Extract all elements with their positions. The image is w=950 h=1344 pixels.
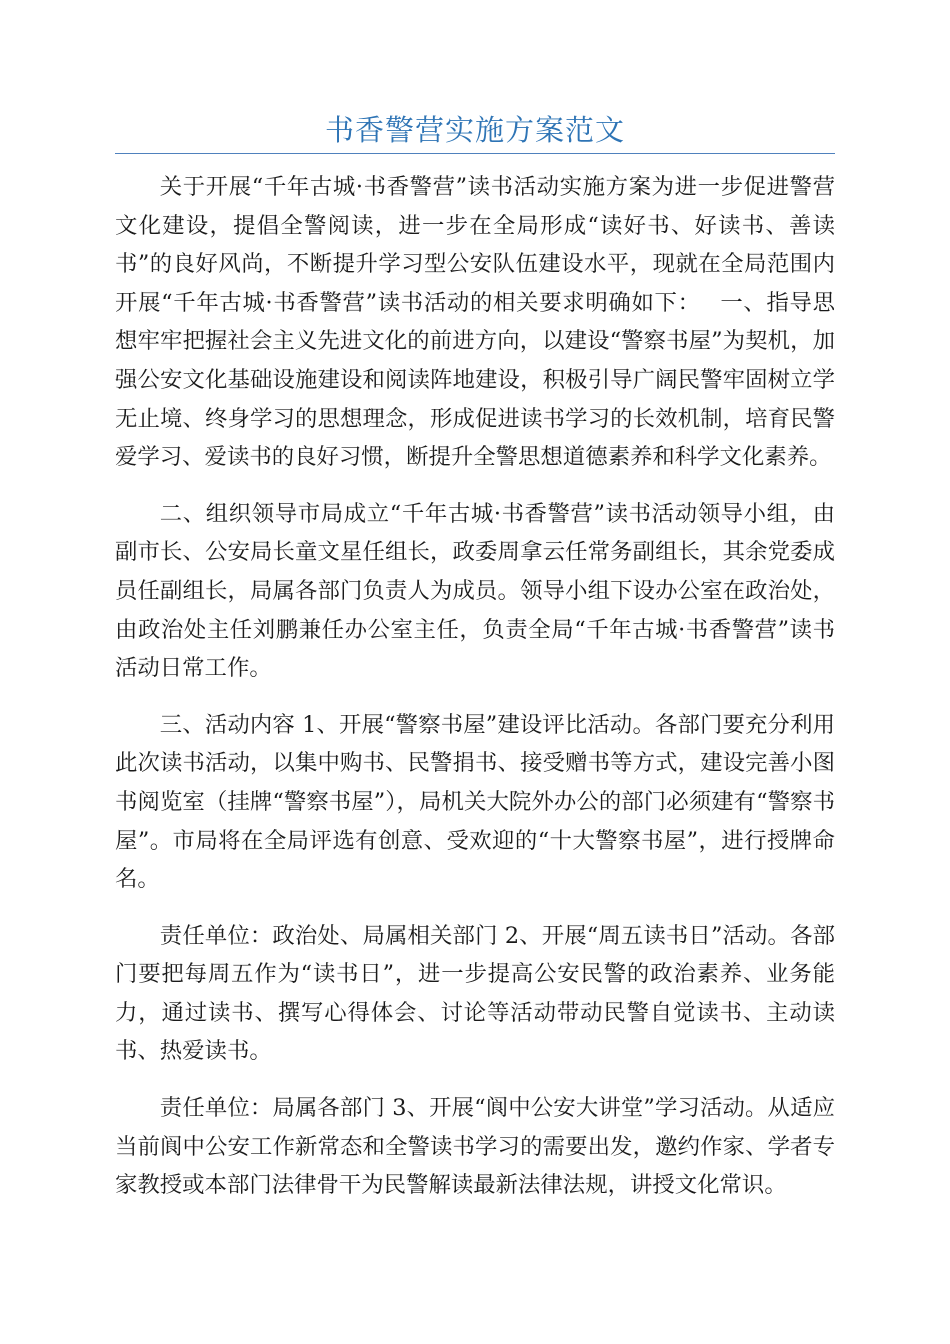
- paragraph-responsibility-lecture: 责任单位：局属各部门 3、开展“阆中公安大讲堂”学习活动。从适应当前阆中公安工作新常态和全警读书学习的需要出发，邀约作家、学者专家教授或本部门法律骨干为民警解读最新法律法规，讲授文化常识。: [115, 1095, 835, 1199]
- paragraph-responsibility-friday: 责任单位：政治处、局属相关部门 2、开展“周五读书日”活动。各部门要把每周五作为“读书日”，进一步提高公安民警的政治素养、业务能力，通过读书、撰写心得体会、讨论等活动带动民警自觉读书、主动读书、热爱读书。: [115, 922, 835, 1065]
- document-body: [115, 168, 835, 1223]
- title-underline: [115, 153, 835, 154]
- document-title: 书香警营实施方案范文: [324, 113, 625, 147]
- paragraph-activity-content: 三、活动内容 1、开展“警察书屋”建设评比活动。各部门要充分利用此次读书活动，以集中购书、民警捐书、接受赠书等方式，建设完善小图书阅览室（挂牌“警察书屋”），局机关大院外办公的部门必须建有“警察书屋”。市局将在全局评选有创意、受欢迎的“十大警察书屋”，进行授牌命名。: [115, 711, 835, 893]
- paragraph-organization: 二、组织领导市局成立“千年古城·书香警营”读书活动领导小组，由副市长、公安局长童文星任组长，政委周拿云任常务副组长，其余党委成员任副组长，局属各部门负责人为成员。领导小组下设办公室在政治处，由政治处主任刘鹏兼任办公室主任，负责全局“千年古城·书香警营”读书活动日常工作。: [115, 500, 835, 682]
- paragraph-intro: 关于开展“千年古城·书香警营”读书活动实施方案为进一步促进警营文化建设，提倡全警阅读，进一步在全局形成“读好书、好读书、善读书”的良好风尚，不断提升学习型公安队伍建设水平，现就在全局范围内开展“千年古城·书香警营”读书活动的相关要求明确如下： 一、指导思想牢牢把握社会主义先进文化的前进方向，以建设“警察书屋”为契机，加强公安文化基础设施建设和阅读阵地建设，积极引导广阔民警牢固树立学无止境、终身学习的思想理念，形成促进读书学习的长效机制，培育民警爱学习、爱读书的良好习惯，断提升全警思想道德素养和科学文化素养。: [115, 174, 835, 471]
